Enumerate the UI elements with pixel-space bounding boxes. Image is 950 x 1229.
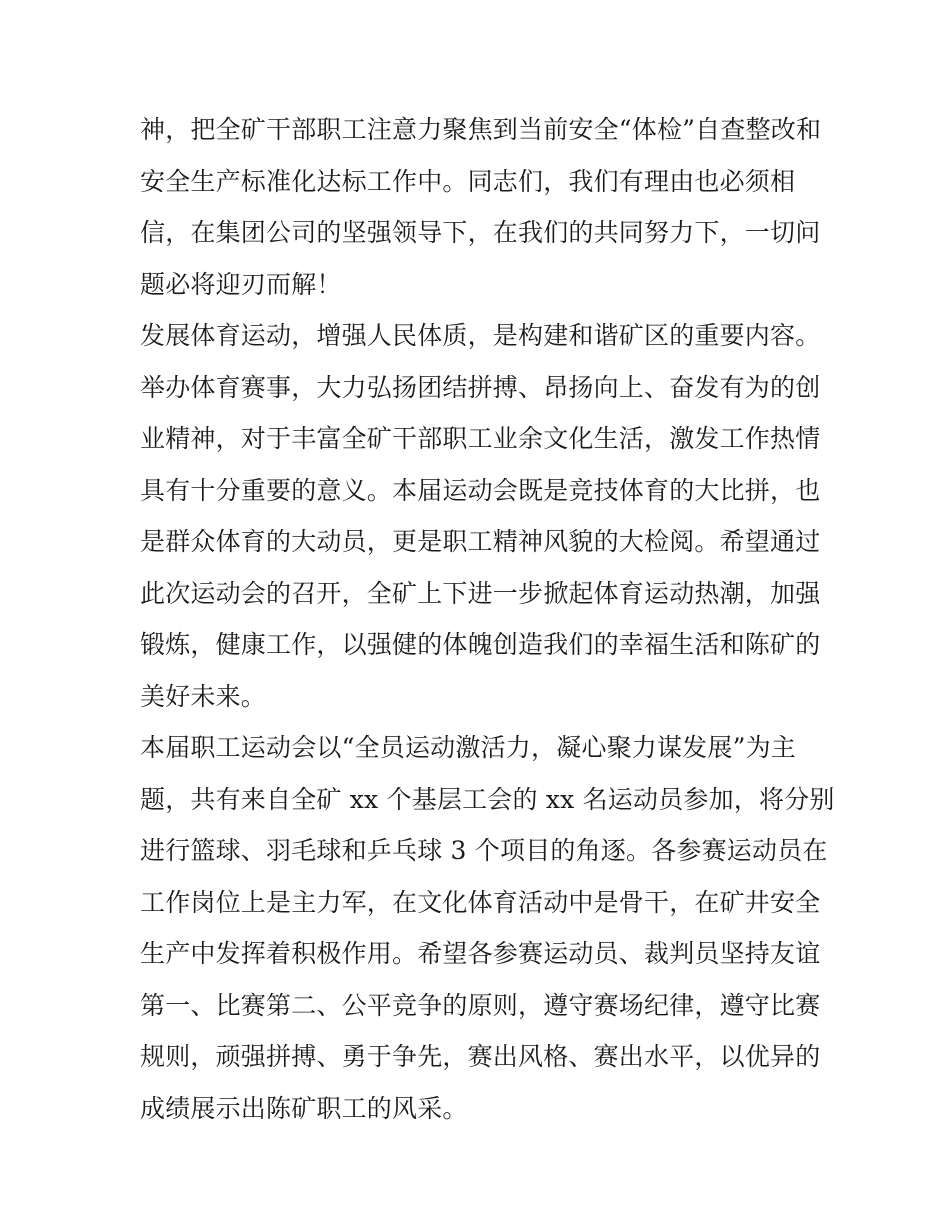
text-line: 题必将迎刃而解！ [140, 269, 342, 299]
text-line: 进行篮球、羽毛球和乒乓球 3 个项目的角逐。各参赛运动员在 [140, 836, 828, 865]
text-line: 具有十分重要的意义。本届运动会既是竞技体育的大比拼，也 [140, 475, 821, 505]
text-line: 业精神，对于丰富全矿干部职工业余文化生活，激发工作热情 [140, 424, 821, 453]
text-line: 工作岗位上是主力军，在文化体育活动中是骨干，在矿井安全 [140, 887, 821, 917]
text-line: 安全生产标准化达标工作中。同志们，我们有理由也必须相 [140, 166, 796, 196]
document-body [140, 104, 835, 1134]
text-line: 第一、比赛第二、公平竞争的原则，遵守赛场纪律，遵守比赛 [140, 990, 821, 1020]
text-line: 锻炼，健康工作，以强健的体魄创造我们的幸福生活和陈矿的 [140, 630, 821, 659]
text-line: 规则，顽强拼搏、勇于争先，赛出风格、赛出水平，以优异的 [140, 1042, 821, 1071]
text-line: 信，在集团公司的坚强领导下，在我们的共同努力下，一切问 [140, 218, 821, 247]
text-line: 美好未来。 [140, 681, 267, 711]
paragraph [140, 722, 835, 1134]
text-line: 生产中发挥着积极作用。希望各参赛运动员、裁判员坚持友谊 [140, 939, 821, 968]
text-line: 神，把全矿干部职工注意力聚焦到当前安全“体检”自查整改和 [140, 115, 822, 144]
text-line: 本届职工运动会以“全员运动激活力，凝心聚力谋发展”为主 [140, 733, 796, 762]
text-line: 发展体育运动，增强人民体质，是构建和谐矿区的重要内容。 [140, 321, 821, 350]
paragraph [140, 104, 820, 310]
text-line: 此次运动会的召开，全矿上下进一步掀起体育运动热潮，加强 [140, 578, 821, 608]
paragraph [140, 310, 820, 722]
text-line: 是群众体育的大动员，更是职工精神风貌的大检阅。希望通过 [140, 527, 821, 556]
text-line: 成绩展示出陈矿职工的风采。 [140, 1093, 468, 1123]
text-line: 举办体育赛事，大力弘扬团结拼搏、昂扬向上、奋发有为的创 [140, 372, 821, 402]
text-line: 题，共有来自全矿 xx 个基层工会的 xx 名运动员参加，将分别 [140, 784, 835, 814]
